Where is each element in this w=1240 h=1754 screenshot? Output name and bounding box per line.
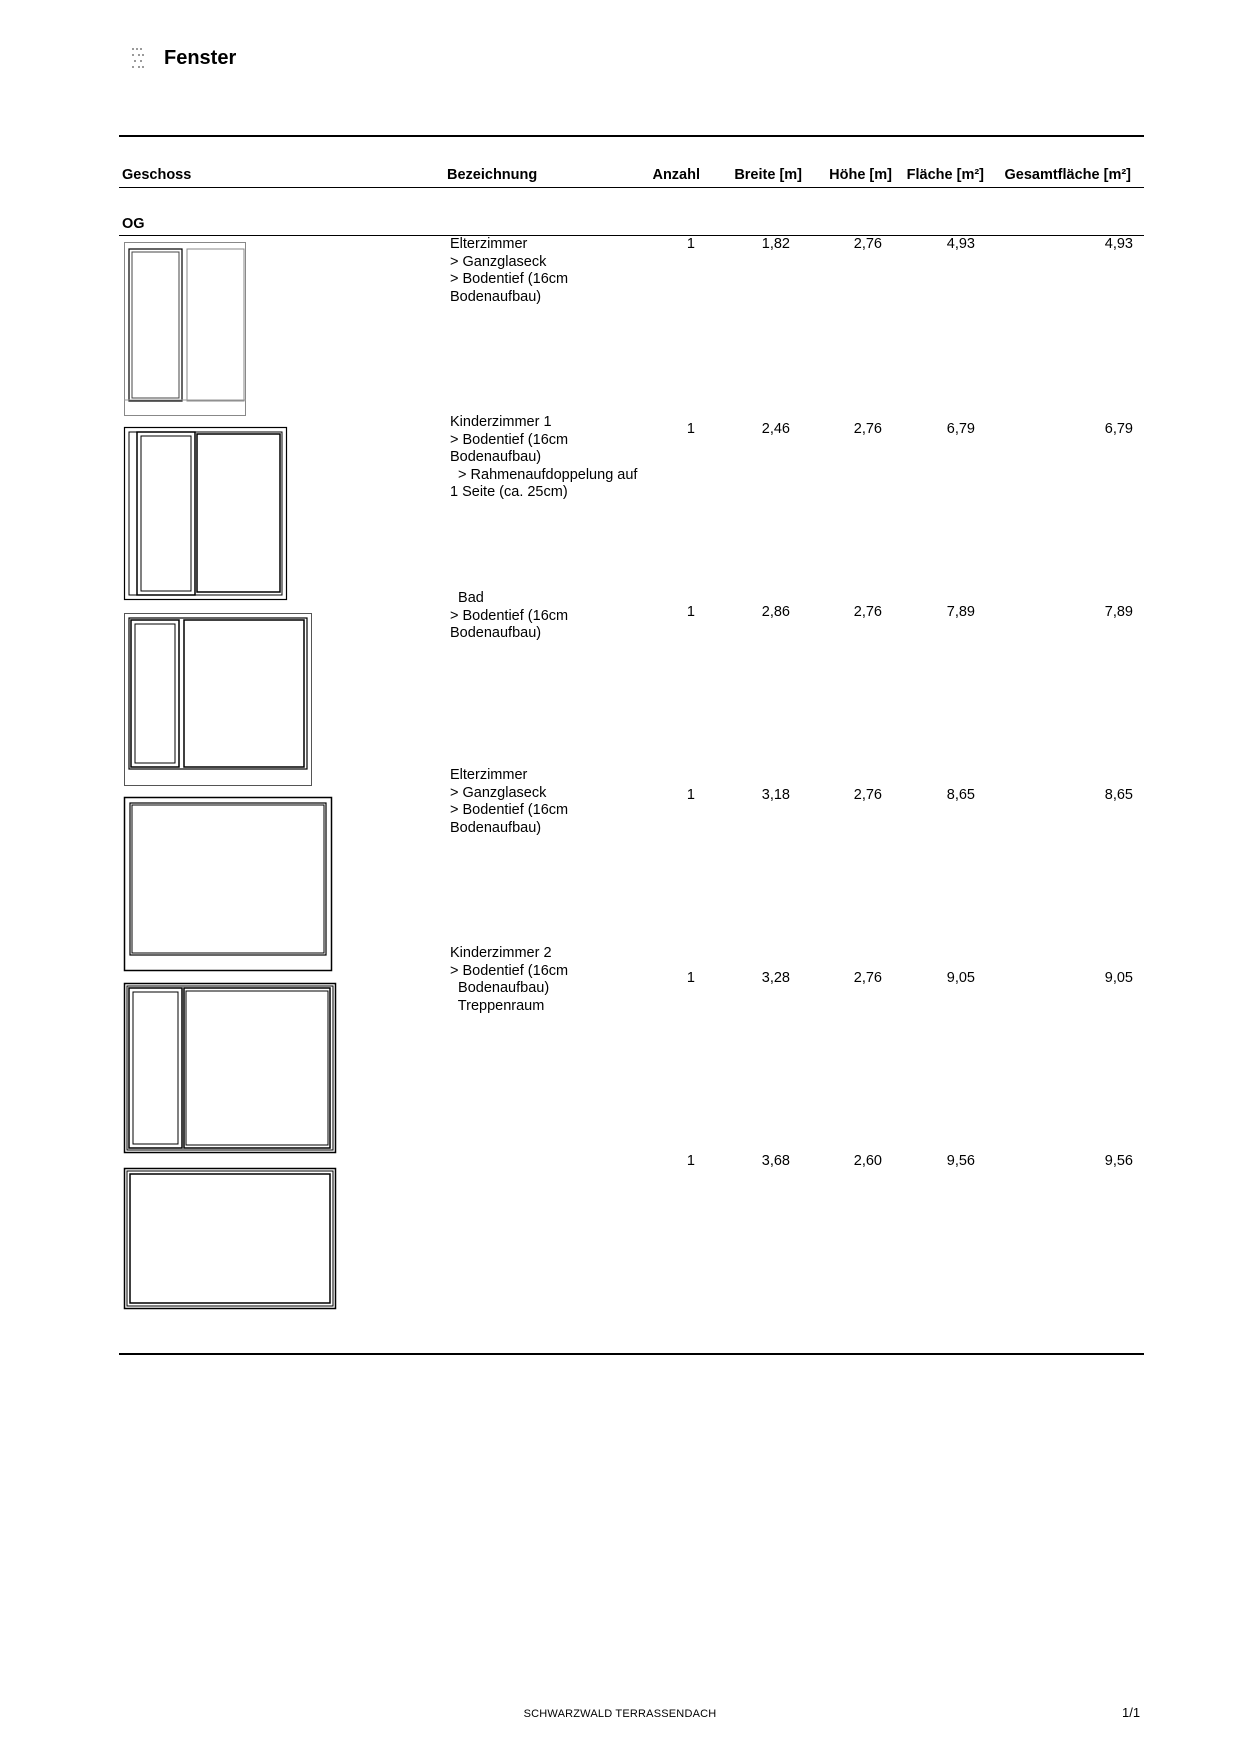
cell-flaeche: 9,56 (946, 1153, 975, 1169)
cell-flaeche: 9,05 (946, 970, 975, 986)
row-bezeichnung (450, 590, 660, 643)
header-rule (119, 187, 1144, 188)
cell-gesamt: 9,56 (1104, 1153, 1133, 1169)
bezeichnung-line: Bodenaufbau) (450, 288, 542, 305)
top-rule (119, 135, 1144, 137)
column-header-gesamtflaeche: Gesamtfläche [m²] (1004, 167, 1131, 183)
cell-gesamt: 9,05 (1104, 970, 1133, 986)
row-bezeichnung (450, 236, 660, 306)
column-header-bezeichnung: Bezeichnung (447, 167, 538, 183)
cell-breite: 3,28 (761, 970, 790, 986)
bezeichnung-line: Elterzimmer (450, 236, 528, 252)
cell-anzahl: 1 (686, 236, 695, 252)
bezeichnung-line: > Ganzglaseck (450, 784, 547, 801)
cell-breite: 1,82 (761, 236, 790, 252)
cell-anzahl: 1 (686, 970, 695, 986)
bezeichnung-line: > Bodentief (16cm (450, 962, 569, 979)
cell-breite: 2,46 (761, 421, 790, 437)
cell-flaeche: 4,93 (946, 236, 975, 252)
bottom-rule (119, 1353, 1144, 1355)
cell-hoehe: 2,76 (853, 421, 882, 437)
cell-hoehe: 2,76 (853, 236, 882, 252)
cell-breite: 3,68 (761, 1153, 790, 1169)
cell-flaeche: 6,79 (946, 421, 975, 437)
page-title: Fenster (164, 47, 237, 69)
bezeichnung-line: Kinderzimmer 2 (450, 945, 552, 961)
window-elevation-icon (124, 797, 332, 971)
bezeichnung-line: > Bodentief (16cm (450, 271, 569, 287)
bezeichnung-line: > Bodentief (16cm (450, 607, 569, 624)
row-bezeichnung (450, 945, 660, 1015)
bezeichnung-line: Bodenaufbau) (450, 819, 542, 836)
bezeichnung-line: Bodenaufbau) (450, 625, 542, 641)
bezeichnung-line: Treppenraum (450, 997, 545, 1014)
window-elevation-icon (124, 1168, 336, 1309)
cell-gesamt: 6,79 (1104, 421, 1133, 437)
window-elevation-icon (124, 983, 336, 1153)
column-header-geschoss: Geschoss (122, 167, 192, 183)
cell-anzahl: 1 (686, 787, 695, 803)
cell-hoehe: 2,76 (853, 604, 882, 620)
cell-anzahl: 1 (686, 421, 695, 437)
column-header-flaeche: Fläche [m²] (906, 167, 984, 183)
window-elevation-icon (124, 427, 287, 600)
column-header-breite: Breite [m] (734, 167, 802, 183)
bezeichnung-line: > Rahmenaufdoppelung auf (450, 466, 638, 483)
cell-anzahl: 1 (686, 604, 695, 620)
window-elevation-icon (124, 613, 312, 786)
footer-project: SCHWARZWALD TERRASSENDACH (523, 1708, 717, 1720)
bezeichnung-line: Bad (450, 590, 484, 606)
bezeichnung-line: Elterzimmer (450, 767, 528, 783)
cell-hoehe: 2,76 (853, 787, 882, 803)
bezeichnung-line: > Bodentief (16cm (450, 431, 569, 448)
cell-gesamt: 7,89 (1104, 604, 1133, 620)
column-header-hoehe: Höhe [m] (829, 167, 892, 183)
cell-breite: 2,86 (761, 604, 790, 620)
logo-icon (130, 46, 146, 70)
bezeichnung-line: Bodenaufbau) (450, 449, 542, 465)
row-bezeichnung (450, 767, 660, 837)
section-label: OG (122, 216, 145, 232)
footer-page-number: 1/1 (1122, 1705, 1141, 1720)
cell-gesamt: 4,93 (1104, 236, 1133, 252)
cell-flaeche: 8,65 (946, 787, 975, 803)
bezeichnung-line: > Bodentief (16cm (450, 802, 569, 818)
bezeichnung-line: Bodenaufbau) (450, 980, 550, 996)
bezeichnung-line: > Ganzglaseck (450, 253, 547, 270)
cell-breite: 3,18 (761, 787, 790, 803)
cell-hoehe: 2,60 (853, 1153, 882, 1169)
bezeichnung-line: Kinderzimmer 1 (450, 414, 552, 430)
bezeichnung-line: 1 Seite (ca. 25cm) (450, 484, 568, 500)
row-bezeichnung (450, 414, 660, 502)
cell-flaeche: 7,89 (946, 604, 975, 620)
cell-gesamt: 8,65 (1104, 787, 1133, 803)
cell-hoehe: 2,76 (853, 970, 882, 986)
cell-anzahl: 1 (686, 1153, 695, 1169)
window-elevation-icon (124, 242, 246, 416)
column-header-anzahl: Anzahl (652, 167, 700, 183)
